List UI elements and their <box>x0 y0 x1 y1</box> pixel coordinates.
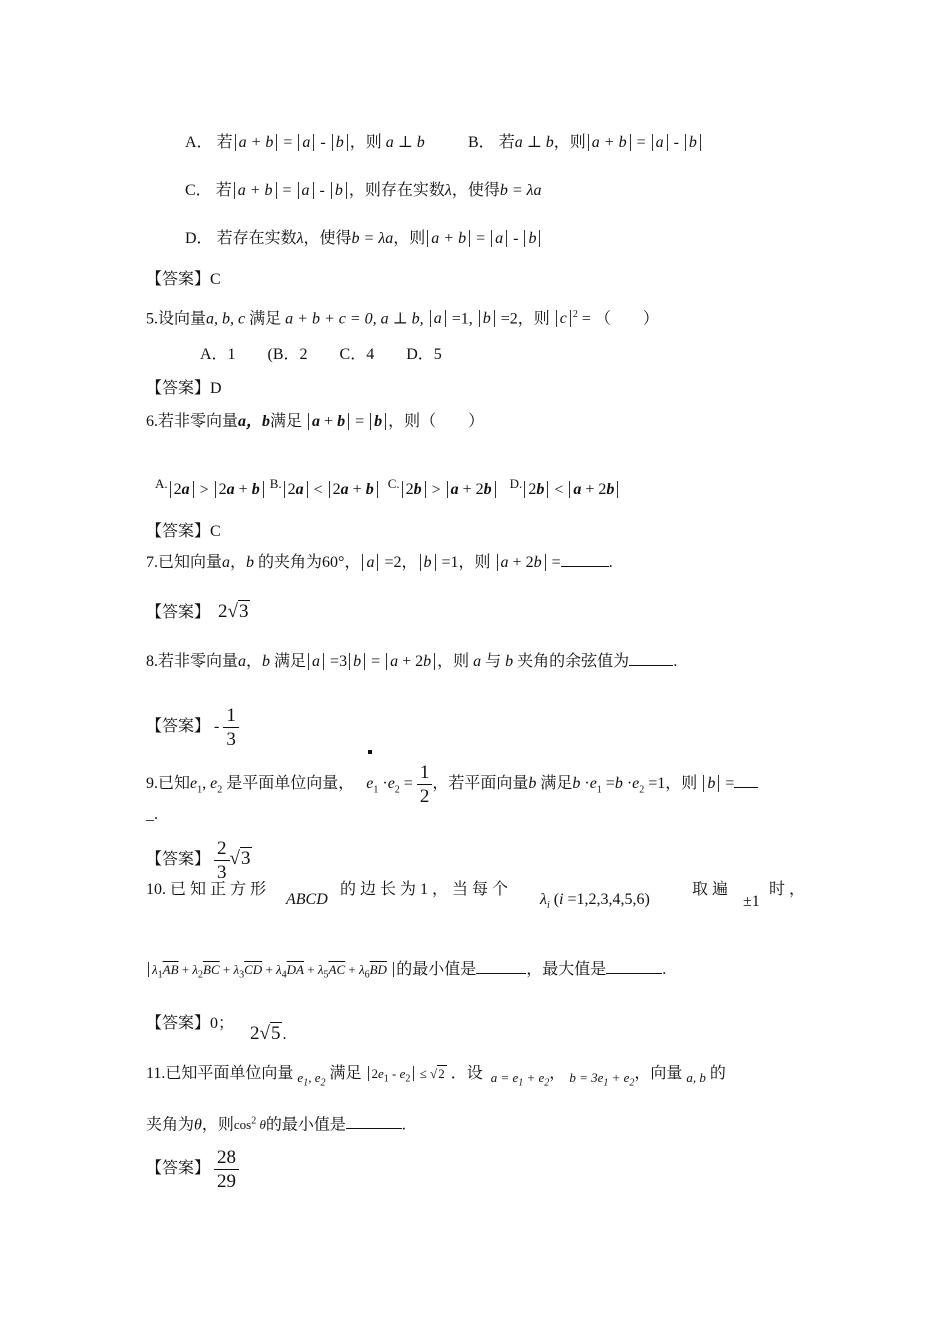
q4-option-b: B． 若a ⊥ b，则 a + b = a - b <box>468 131 703 155</box>
q11-question-line2: 夹角为θ，则$\cos^2 \theta$的最小值是 . <box>146 1116 406 1134</box>
q9-answer: 【答案】 $\frac{2}{3}$ √3 <box>146 838 251 883</box>
q10-text4: 时 ， <box>769 881 806 898</box>
q10-pm: ±1 <box>743 893 760 910</box>
q8-answer: 【答案】 - $\frac{1}{3}$ <box>146 705 239 750</box>
q11-question: 11.已知平面单位向量 $_{e_1, e_2}$ 满足 $2e_1 - e_2 \le √2$ ．设 $_{a = e_1 + e_2}$， $_{b = 3e_1 + e_2}$，向量 $_{a, b}$ 的 <box>146 1065 726 1089</box>
q10-question: 10. 已 知 正 方 形 <box>146 881 267 898</box>
q7-answer: 【答案】 2√3 <box>146 601 249 622</box>
stray-mark <box>368 750 372 754</box>
q10-text3: 取 遍 <box>692 881 729 898</box>
q5-question: 5.设向量a, b, c 满足 a + b + c = 0, a ⊥ b, a =1, b =2，则 c $^2$ = （ ） <box>146 309 659 328</box>
q8-question: 8.若非零向量a，b 满足 a =3 b = a + 2b ，则 a 与 b 夹角的余弦值为 . <box>146 653 678 670</box>
q4-option-d: D． 若存在实数λ，使得b = λa，则 a + b = a - b <box>185 227 542 251</box>
q6-options: $^{A.}$ 2a > 2a + b $^{B.}$ 2a < 2a + b $^{C.}$ 2b > a + 2b $^{D.}$ 2b < a + 2b <box>155 472 620 502</box>
q9-continuation: _. <box>146 806 158 823</box>
q6-question: 6.若非零向量a，b满足 a + b = b ，则（ ） <box>146 413 485 430</box>
q7-question: 7.已知向量a，b 的夹角为60°， a =2， b =1，则 a + 2b = . <box>146 554 613 571</box>
q4-option-c: C． 若 a + b = a - b ，则存在实数λ，使得b = λa <box>185 182 542 199</box>
q4-answer: 【答案】C <box>146 271 221 288</box>
q11-answer: 【答案】 $\frac{28}{29}$ <box>146 1147 239 1192</box>
q10-answer: 【答案】0； <box>146 1015 235 1032</box>
q5-options: A．1 (B．2 C．4 D．5 <box>200 346 442 363</box>
q10-text2: 的 边 长 为 1 ， 当 每 个 <box>340 881 509 898</box>
q4-option-a: A． 若 a + b = a - b ，则 a ⊥ b <box>185 134 425 151</box>
q10-square: ABCD <box>286 891 328 908</box>
q5-answer: 【答案】D <box>146 380 222 397</box>
q10-answer-max: 2√5 . <box>250 1023 287 1044</box>
q6-answer: 【答案】C <box>146 523 221 540</box>
q10-expression: $\lambda_1\overline{AB} + \lambda_2\overline{BC} + \lambda_3\overline{CD} + \lambda_4\overline{DA} + \lambda_5\overline{AC} + \lambda_6\overline{BD}$ 的最小值是 ，最大值是 . <box>146 958 666 988</box>
q9-question: 9.已知$e_1$, $e_2$ 是平面单位向量， $e_1 \cdot e_2$ = $\frac{1}{2}$ ，若平面向量b 满足$b \cdot e_1 =b \cdot e_2 =1$，则 b = <box>146 762 758 807</box>
q10-lambda: $\lambda_i$ (i =1,2,3,4,5,6) <box>540 891 650 912</box>
